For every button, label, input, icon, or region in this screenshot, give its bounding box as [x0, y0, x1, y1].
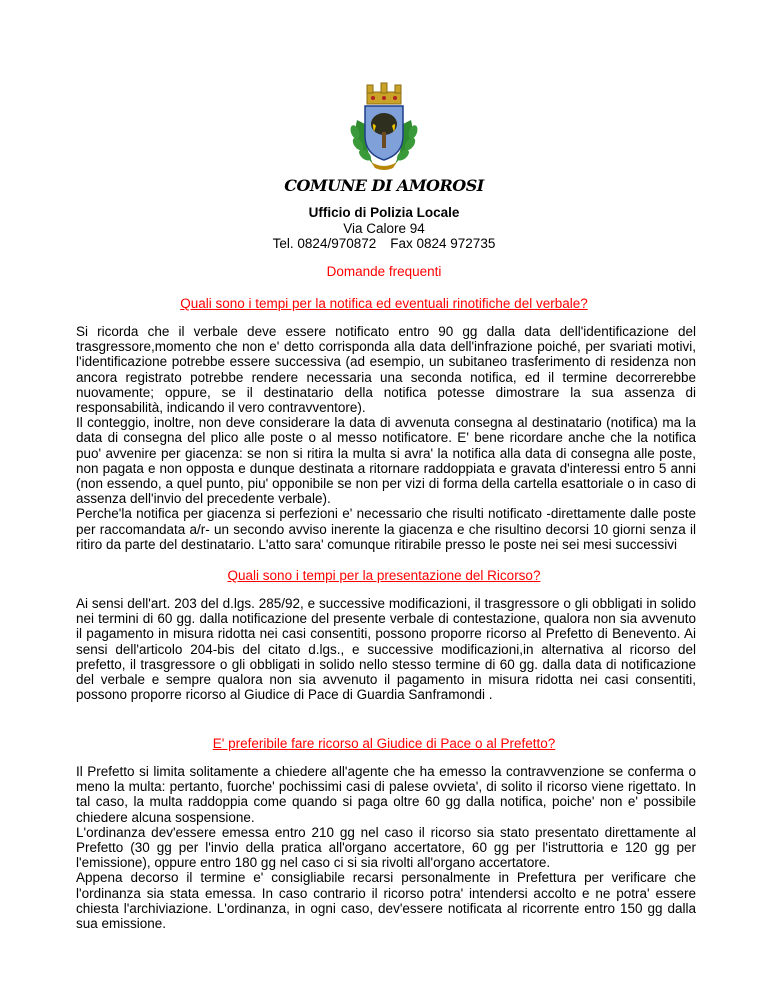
phone-number: Tel. 0824/970872: [272, 236, 377, 251]
faq-question: Quali sono i tempi per la notifica ed eventuali rinotifiche del verbale?: [180, 296, 588, 311]
answer-paragraph: L'ordinanza dev'essere emessa entro 210 gg nel caso il ricorso sia stato presentato direttamente al Prefetto (30 gg per l'invio della pratica all'organo accertatore, 60 gg per l'istruttoria e 120 gg per l'emissione), oppure entro 180 gg nel caso ci si sia rivolti all'organo accertatore.: [76, 824, 696, 871]
answer-paragraph: Perche'la notifica per giacenza si perfezioni e' necessario che risulti notificato -direttamente dalle poste per raccomandata a/r- un secondo avviso inerente la giacenza e che risultino decorsi 10 giorni senza il ritiro da parte del destinatario. L'atto sara' comunque ritirabile presso le poste nei sei mesi successivi: [76, 506, 696, 552]
faq-question: Quali sono i tempi per la presentazione del Ricorso?: [227, 568, 541, 583]
answer-paragraph: Il conteggio, inoltre, non deve considerare la data di avvenuta consegna al destinatario (notifica) ma la data di consegna del plico alle poste o al messo notificatore. E' bene ricordare anche che la notifica puo' avvenire per giacenza: se non si ritira la multa si avra' la notifica alla data di consegna alle poste, non pagata e non opposta e dunque destinata a ritornare raddoppiata e gravata d'interessi entro 5 anni (non essendo, a quel punto, piu' opponibile se non per vizi di forma della cartella esattoriale o in caso di assenza dell'invio del precedente verbale).: [76, 415, 696, 507]
faq-answer: [76, 324, 696, 552]
answer-paragraph: Ai sensi dell'art. 203 del d.lgs. 285/92, e successive modificazioni, il trasgressore o gli obbligati in solido nei termini di 60 gg. dalla notificazione del presente verbale di contestazione, qualora non sia avvenuto il pagamento in misura ridotta nei casi consentiti, possono proporre ricorso al Prefetto di Benevento. Ai sensi dell'articolo 204-bis del citato d.lgs., e successive modificazioni,in alternativa al ricorso del prefetto, il trasgressore o gli obbligati in solido nello stesso termine di 60 gg. dalla data di notificazione del verbale e sempre qualora non sia avvenuto il pagamento in misura ridotta nei casi consentiti, possono proporre ricorso al Giudice di Pace di Guardia Sanframondi .: [76, 596, 696, 703]
answer-paragraph: Il Prefetto si limita solitamente a chiedere all'agente che ha emesso la contravvenzione se conferma o meno la multa: pertanto, fuorche' pochissimi casi di palese ovvieta', di solito il ricorso viene rigettato. In tal caso, la multa raddoppia come quando si paga oltre 60 gg dalla notifica, poiche' non e' possibile chiedere alcuna sospensione.: [76, 764, 696, 825]
faq-answer: [76, 764, 696, 931]
faq-question: E' preferibile fare ricorso al Giudice di Pace o al Prefetto?: [212, 736, 556, 751]
contact-line: [0, 236, 768, 251]
office-name: Ufficio di Polizia Locale: [308, 205, 460, 220]
municipal-coat-of-arms-icon: [343, 80, 425, 172]
section-title: Domande frequenti: [326, 264, 442, 279]
address: Via Calore 94: [343, 221, 425, 236]
fax-number: Fax 0824 972735: [390, 236, 496, 251]
faq-answer: [76, 596, 696, 702]
answer-paragraph: Si ricorda che il verbale deve essere notificato entro 90 gg dalla data dell'identificazione del trasgressore,momento che non e' detto corrisponda alla data dell'infrazione poiché, per svariati motivi, l'identificazione potrebbe essere successiva (ad esempio, un subitaneo trasferimento di residenza non ancora registrato potrebbe rendere necessaria una seconda notifica, ed il termine decorrerebbe nuovamente; oppure, se il destinatario della notifica potesse dimostrare la sua assenza di responsabilità, indicando il vero contravventore).: [76, 324, 696, 416]
answer-paragraph: Appena decorso il termine e' consigliabile recarsi personalmente in Prefettura per verificare che l'ordinanza sia stata emessa. In caso contrario il ricorso potra' intendersi accolto e ne potra' essere chiesta l'archiviazione. L'ordinanza, in ogni caso, dev'essere notificata al ricorrente entro 150 gg dalla sua emissione.: [76, 870, 696, 932]
comune-name: COMUNE DI AMOROSI: [284, 176, 484, 195]
